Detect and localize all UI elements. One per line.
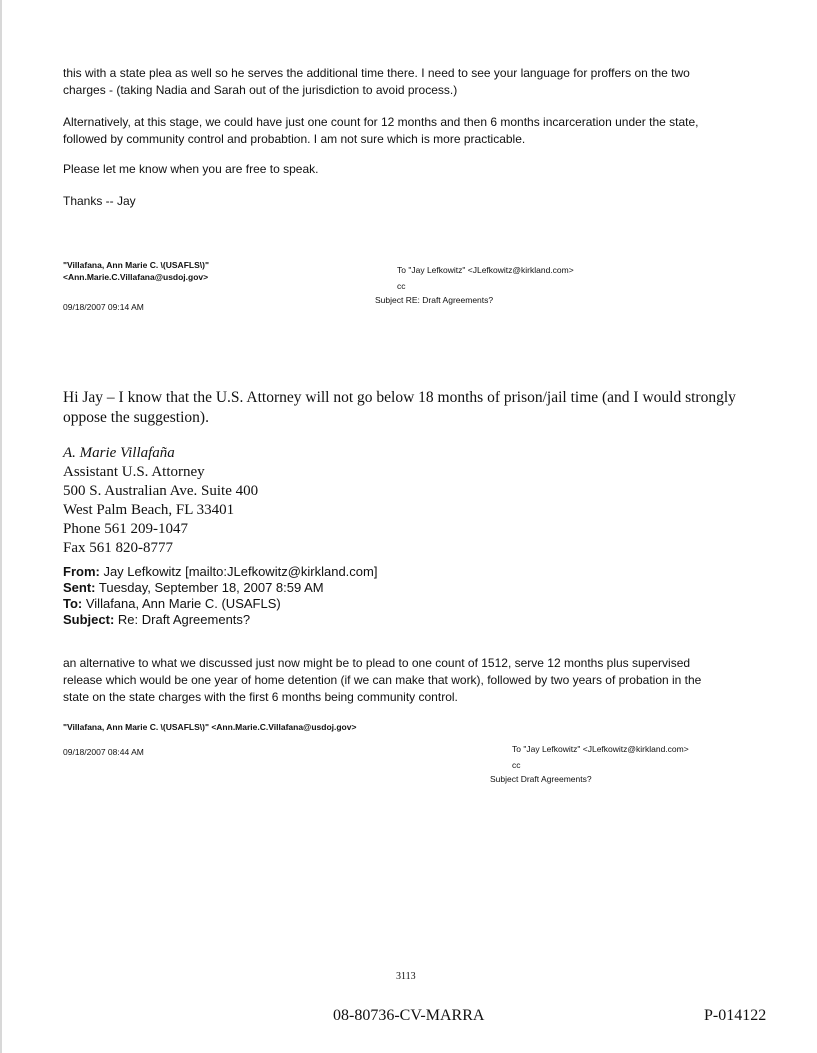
email2-body [63,388,783,428]
email3-line: an alternative to what we discussed just now might be to plead to one count of 1512, serve 12 months plus supervised [63,656,691,670]
email3-line: release which would be one year of home detention (if we can make that work), followed by two years of probation in the [63,673,702,687]
header1-from-email: <Ann.Marie.C.Villafana@usdoj.gov> [63,272,209,282]
signature-address-line: 500 S. Australian Ave. Suite 400 [63,483,259,499]
quoted-subject-value: Re: Draft Agreements? [114,612,251,627]
quoted-subject-label: Subject: [63,612,115,627]
email2-signature [63,444,258,558]
case-number: 08-80736-CV-MARRA [333,1007,485,1024]
email3-line: state on the state charges with the first 6 months being community control. [63,690,458,704]
quoted-sent-value: Tuesday, September 18, 2007 8:59 AM [95,580,324,595]
quoted-to-label: To: [63,596,83,611]
header2-subject: Subject Draft Agreements? [490,774,592,784]
signature-title: Assistant U.S. Attorney [63,464,205,480]
email1-request: Please let me know when you are free to speak. [63,162,319,176]
header1-from-name: "Villafana, Ann Marie C. \(USAFLS\)" [63,260,209,270]
quoted-from-label: From: [63,564,100,579]
header2-date: 09/18/2007 08:44 AM [63,747,144,757]
email2-line: oppose the suggestion). [63,409,209,426]
email1-line: followed by community control and probabtion. I am not sure which is more practicable. [63,132,526,146]
quoted-from [63,564,377,580]
email1-line: this with a state plea as well so he serves the additional time there. I need to see your language for proffers on the two [63,66,690,80]
header1-from [63,259,209,283]
email1-body [63,65,763,99]
header2-to: To "Jay Lefkowitz" <JLefkowitz@kirkland.com> [512,744,689,754]
bates-number: P-014122 [704,1007,767,1024]
email2-line: Hi Jay – I know that the U.S. Attorney will not go below 18 months of prison/jail time (and I would strongly [63,389,736,406]
header2-from: "Villafana, Ann Marie C. \(USAFLS\)" <Ann.Marie.C.Villafana@usdoj.gov> [63,722,357,732]
header1-to: To "Jay Lefkowitz" <JLefkowitz@kirkland.com> [397,265,574,275]
quoted-subject [63,612,377,628]
quoted-sent-label: Sent: [63,580,96,595]
quoted-header [63,564,377,628]
quoted-sent [63,580,377,596]
email3-body [63,655,783,706]
email1-line: Alternatively, at this stage, we could have just one count for 12 months and then 6 months incarceration under the state, [63,115,699,129]
quoted-to-value: Villafana, Ann Marie C. (USAFLS) [82,596,281,611]
header1-date: 09/18/2007 09:14 AM [63,302,144,312]
quoted-from-value: Jay Lefkowitz [mailto:JLefkowitz@kirkland.com] [99,564,378,579]
header1-subject: Subject RE: Draft Agreements? [375,295,494,305]
quoted-to [63,596,377,612]
signature-name: A. Marie Villafaña [63,445,175,461]
email1-signoff: Thanks -- Jay [63,194,136,208]
header1-cc: cc [397,281,406,291]
header2-cc: cc [512,760,521,770]
email1-line: charges - (taking Nadia and Sarah out of the jurisdiction to avoid process.) [63,83,458,97]
signature-fax: Fax 561 820-8777 [63,540,173,556]
email1-alternative [63,114,783,148]
signature-address-line: West Palm Beach, FL 33401 [63,502,235,518]
page-number: 3113 [396,971,416,982]
page-edge-line [0,0,2,1053]
signature-phone: Phone 561 209-1047 [63,521,188,537]
